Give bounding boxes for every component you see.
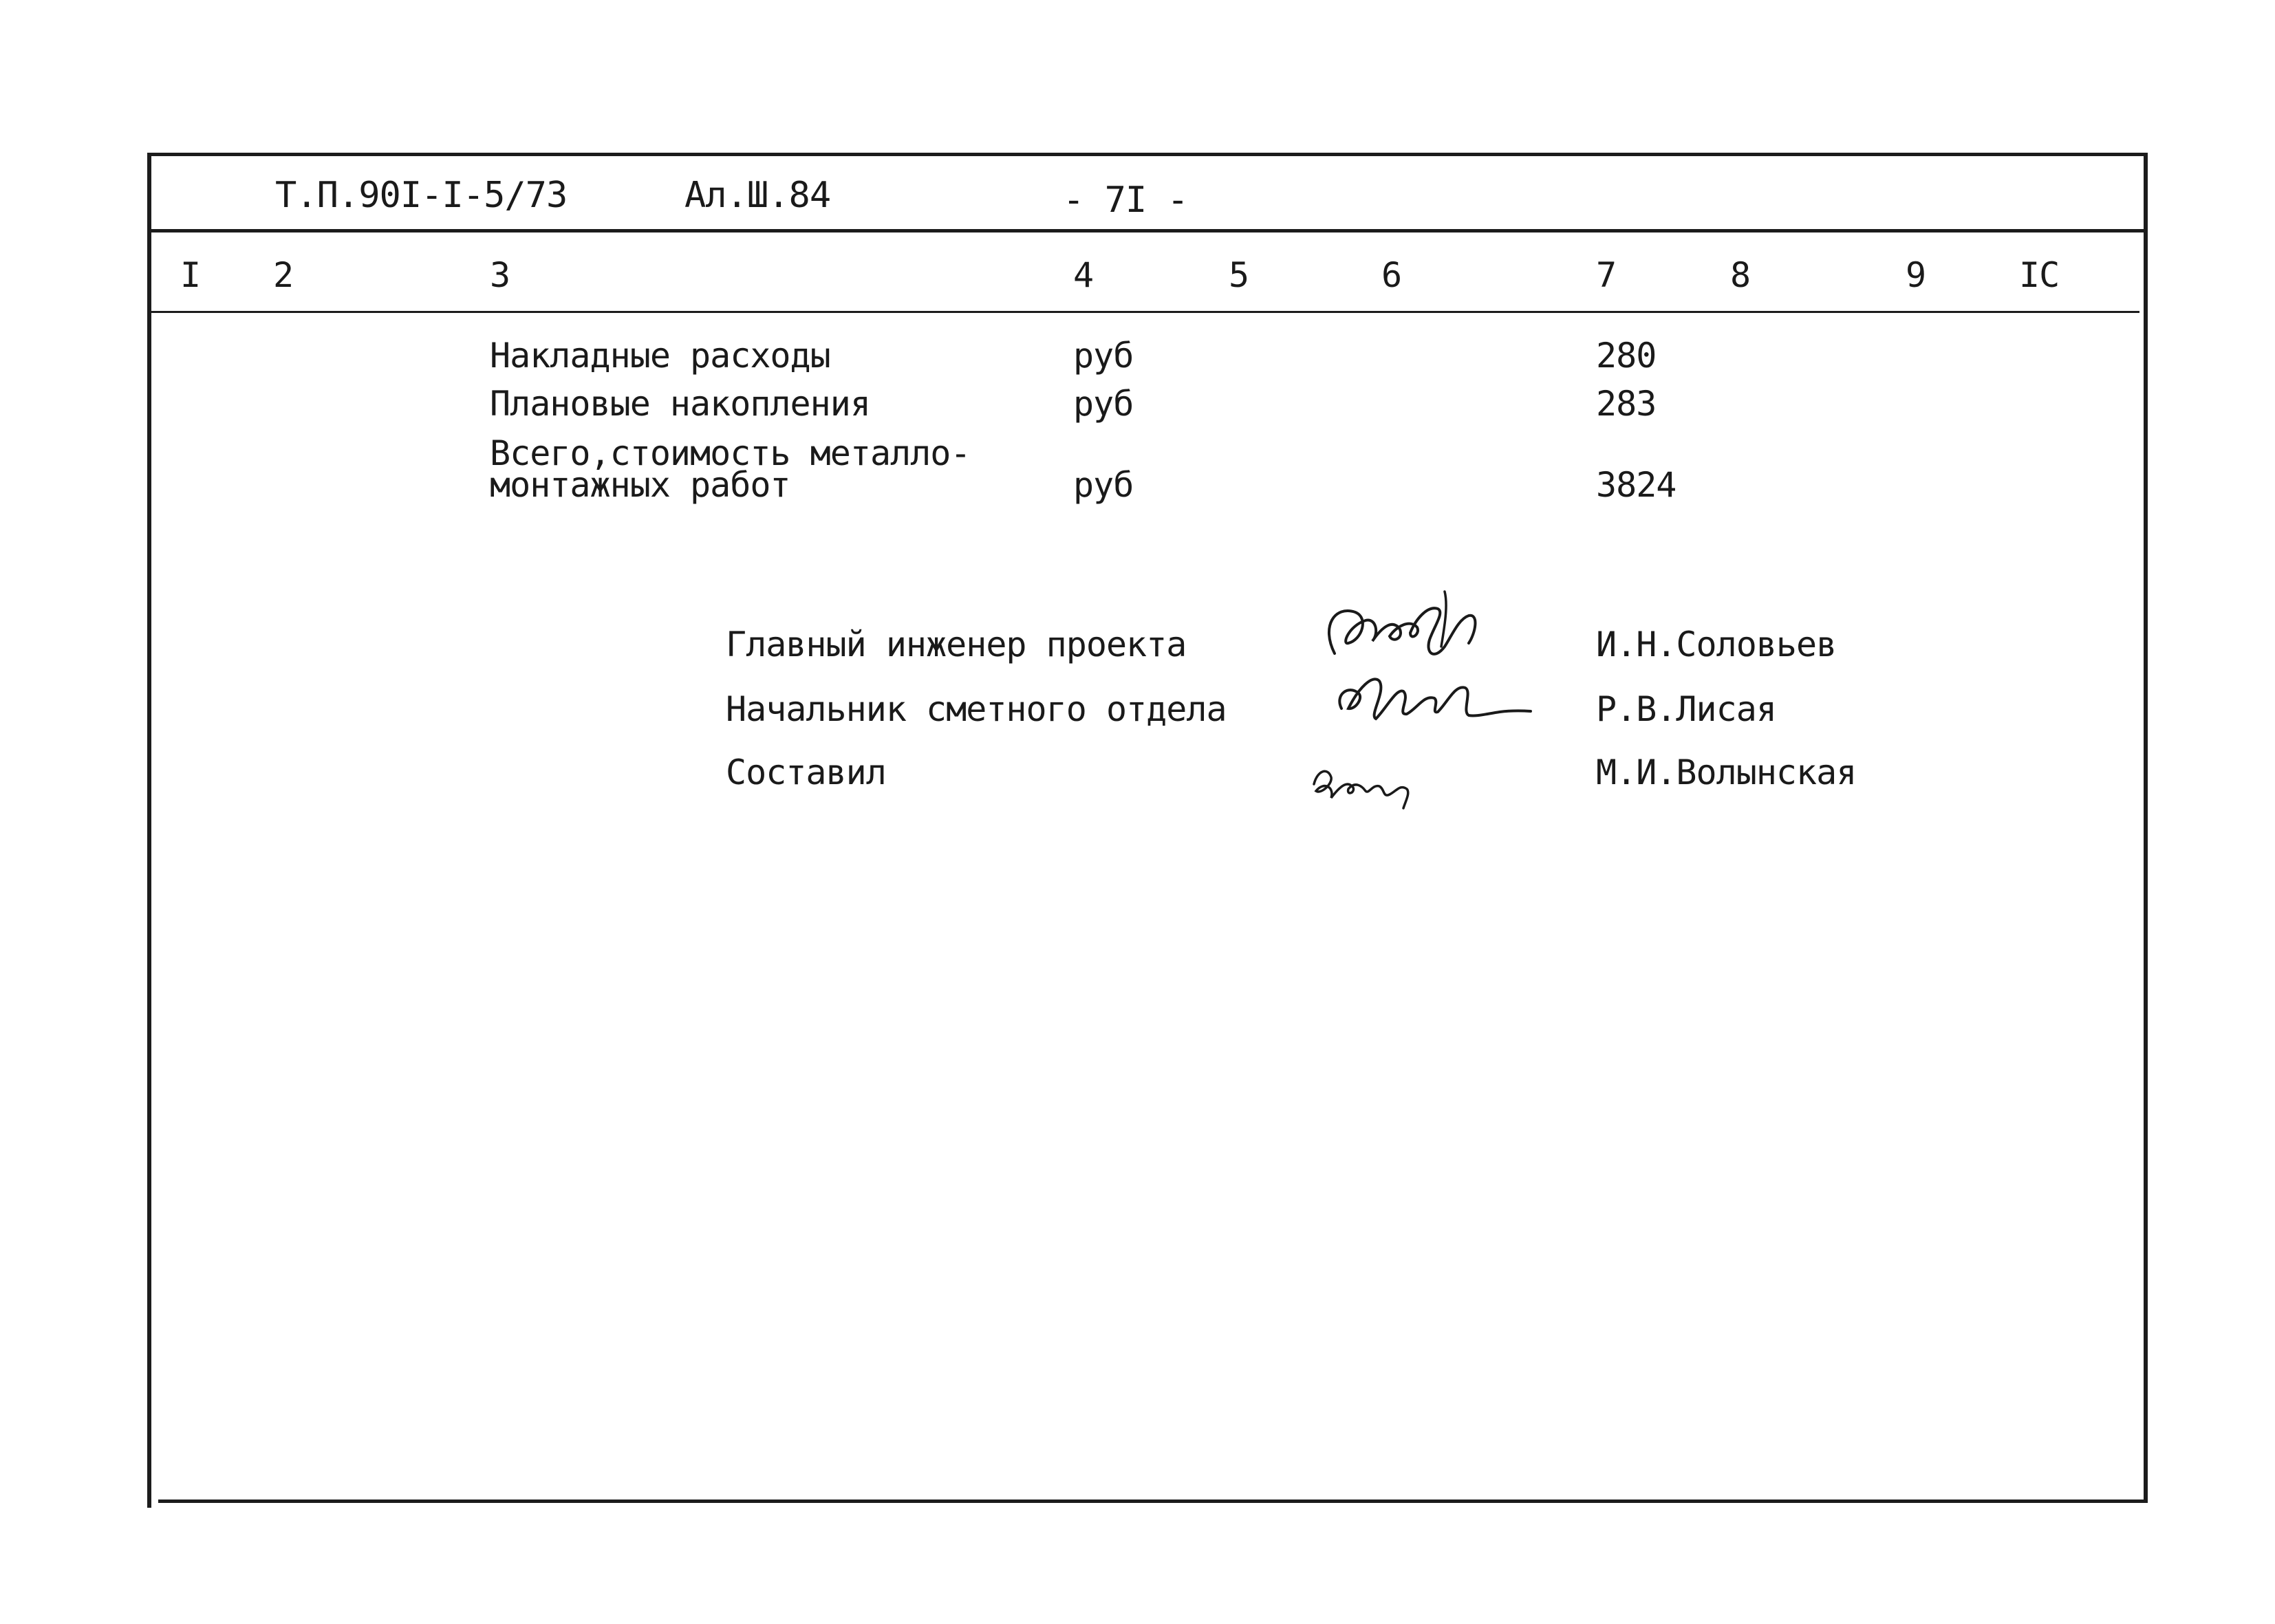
frame-right-border [2144,153,2148,1502]
frame-left-border [147,153,151,1508]
column-number-10: IC [2019,255,2060,295]
header-divider [147,229,2148,232]
row-unit-total: руб [1073,465,1134,505]
column-number-2: 2 [273,255,294,295]
row-value-total: 3824 [1596,465,1676,505]
signature-role-estimate-head: Начальник сметного отдела [726,689,1227,729]
column-number-8: 8 [1730,255,1751,295]
frame-bottom-border [158,1500,2148,1503]
signature-role-compiler: Составил [726,753,886,792]
signature-role-chief-engineer: Главный инженер проекта [726,625,1187,664]
signature-person-estimate-head: Р.В.Лисая [1596,689,1776,729]
signature-person-chief-engineer: И.Н.Соловьев [1596,625,1837,664]
column-header-divider [151,311,2139,313]
page-number: - 7І - [1063,180,1188,221]
row-name-total-line2: монтажных работ [490,465,790,505]
row-name-overhead: Накладные расходы [490,336,830,376]
row-unit-overhead: руб [1073,336,1134,376]
signature-person-compiler: М.И.Волынская [1596,753,1857,792]
row-value-planned-savings: 283 [1596,384,1657,424]
handwritten-signature-compiler [1304,753,1427,815]
handwritten-signature-estimate-head [1321,660,1541,743]
column-number-4: 4 [1073,255,1094,295]
row-name-total-line1: Всего,стоимость металло- [490,433,971,473]
column-number-7: 7 [1596,255,1617,295]
row-name-planned-savings: Плановые накопления [490,384,870,424]
column-number-6: 6 [1381,255,1402,295]
frame-top-border [147,153,2148,156]
row-value-overhead: 280 [1596,336,1657,376]
column-number-1: I [180,255,201,295]
document-code: Т.П.90І-І-5/73 [275,175,568,216]
column-number-9: 9 [1906,255,1926,295]
album-number: Ал.Ш.84 [684,175,831,216]
column-number-3: 3 [490,255,510,295]
column-number-5: 5 [1229,255,1249,295]
row-unit-planned-savings: руб [1073,384,1134,424]
